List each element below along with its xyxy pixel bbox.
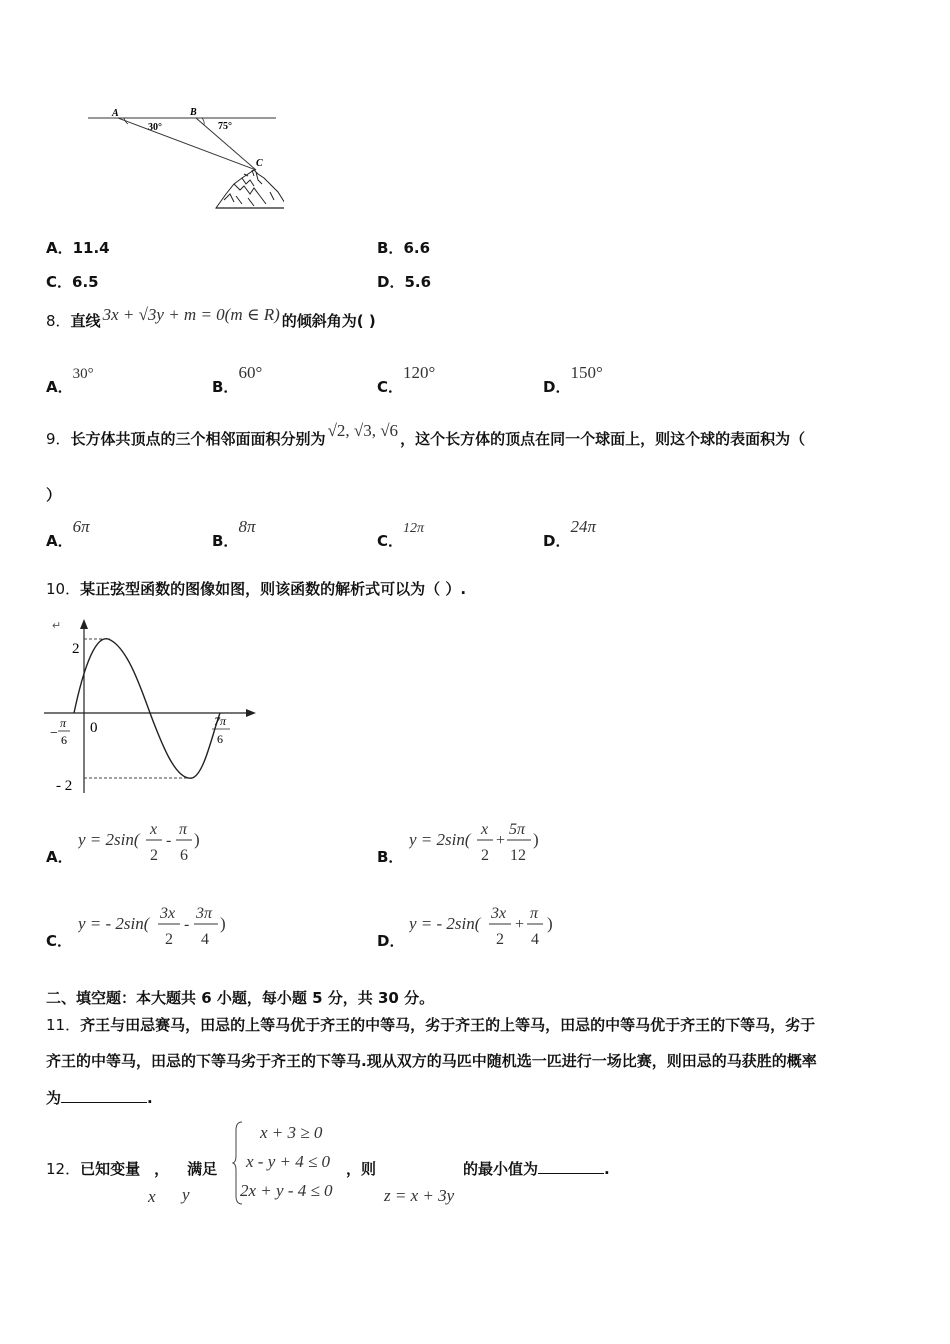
x-right-num: 7π (214, 714, 227, 728)
y-top-label: 2 (72, 641, 80, 657)
option-letter: C． (46, 273, 73, 291)
rhs: ) (194, 830, 200, 849)
option-letter: D． (377, 273, 405, 291)
option-letter: A． (46, 532, 73, 550)
label-a: A (112, 108, 119, 119)
rhs: ) (220, 914, 226, 933)
option-letter: B． (377, 848, 404, 866)
q12-t4: ，则 (346, 1160, 377, 1178)
option-value: 120° (403, 363, 436, 382)
q8-option-d (543, 362, 603, 396)
q8-option-c (377, 362, 436, 396)
option-letter: D． (543, 378, 571, 396)
q11-line3 (46, 1087, 153, 1108)
rhs: ) (533, 830, 539, 849)
q7-option-b (377, 237, 430, 258)
f2n: 3π (196, 905, 213, 922)
angle-a: 30° (148, 122, 162, 133)
option-value: 30° (72, 366, 94, 382)
option-value: 60° (238, 363, 263, 382)
op: - (166, 832, 172, 849)
x-left-den: 6 (61, 733, 67, 747)
lhs: y = 2sin( (409, 830, 471, 849)
q11-answer-blank[interactable] (61, 1088, 147, 1103)
option-letter: D． (543, 532, 571, 550)
return-mark: ↵ (52, 620, 62, 632)
formula-d (409, 902, 579, 950)
q10-stem (46, 578, 466, 599)
q8-text-before: 直线 (70, 312, 101, 330)
q12-t2: ， (154, 1160, 170, 1178)
q12-var-y: y (182, 1185, 190, 1204)
q9-formula: √2, √3, √6 (327, 421, 399, 440)
option-letter: C． (377, 532, 404, 550)
lhs: y = 2sin( (78, 830, 140, 849)
q8-formula: 3x + √3y + m = 0(m ∈ R) (102, 305, 280, 324)
f1d: 2 (150, 847, 158, 864)
sine-graph (44, 615, 260, 795)
option-letter: B． (212, 532, 239, 550)
formula-a (78, 818, 228, 866)
q12-num: 12． (46, 1160, 81, 1178)
option-letter: B． (212, 378, 239, 396)
f1d: 2 (481, 847, 489, 864)
f2d: 12 (510, 847, 526, 864)
f1n: x (150, 821, 158, 838)
option-value: 6.5 (72, 273, 99, 291)
q9-close: ） (46, 486, 62, 504)
y-bottom-label: - 2 (56, 778, 73, 794)
q11-end: . (147, 1089, 153, 1107)
q9-option-b (212, 516, 256, 550)
label-c: C (256, 158, 263, 169)
q10-text: 某正弦型函数的图像如图，则该函数的解析式可以为（ ）. (80, 580, 467, 598)
option-letter: A． (46, 378, 73, 396)
option-value: 8π (238, 517, 256, 536)
q8-option-a (46, 362, 94, 396)
op: + (515, 916, 525, 933)
option-value: 12π (403, 521, 425, 536)
q12-constraint-1: x + 3 ≥ 0 (260, 1123, 323, 1142)
f1n: 3x (491, 905, 507, 922)
q7-option-a (46, 237, 110, 258)
x-left-sign: − (50, 726, 58, 741)
option-letter: A． (46, 848, 73, 866)
q12-end: . (604, 1160, 610, 1178)
f1n: 3x (160, 905, 176, 922)
q9-stem (46, 421, 806, 449)
lhs: y = - 2sin( (78, 914, 150, 933)
lhs: y = - 2sin( (409, 914, 481, 933)
option-value: 6π (72, 517, 90, 536)
formula-c (78, 902, 248, 950)
option-value: 150° (570, 363, 603, 382)
origin-label: 0 (90, 720, 98, 736)
option-letter: B． (377, 239, 404, 257)
q9-option-a (46, 516, 90, 550)
q9-num: 9． (46, 430, 71, 448)
section-2-title: 二、填空题：本大题共 6 小题，每小题 5 分，共 30 分。 (46, 989, 435, 1007)
option-letter: C． (377, 378, 404, 396)
q12-t3: 满足 (187, 1160, 218, 1178)
f1d: 2 (165, 931, 173, 948)
q11-line1 (46, 1014, 815, 1035)
q12-constraint-3: 2x + y - 4 ≤ 0 (240, 1181, 333, 1200)
option-letter: C． (46, 932, 73, 950)
q12-stem (46, 1158, 217, 1179)
f1d: 2 (496, 931, 504, 948)
rhs: ) (547, 914, 553, 933)
mountain-drawing (216, 170, 284, 208)
f2d: 6 (180, 847, 188, 864)
q11-line2: 齐王的中等马，田忌的下等马劣于齐王的下等马.现从双方的马匹中随机选一匹进行一场比赛，则田忌的马获胜的概率 (46, 1052, 817, 1070)
option-letter: D． (377, 932, 405, 950)
q12-answer-blank[interactable] (538, 1159, 604, 1174)
option-value: 6.6 (403, 239, 431, 257)
x-left-num: π (60, 716, 67, 730)
f1n: x (481, 821, 489, 838)
f2n: 5π (509, 821, 526, 838)
q12-t1: 已知变量 (80, 1160, 141, 1178)
sine-curve (74, 639, 220, 778)
label-b: B (190, 107, 197, 118)
f2n: π (179, 821, 188, 838)
q9-text-after: ，这个长方体的顶点在同一个球面上，则这个球的表面积为（ (400, 430, 806, 448)
q10-num: 10． (46, 580, 81, 598)
option-value: 24π (570, 517, 596, 536)
q7-option-d (377, 271, 431, 292)
q8-num: 8． (46, 312, 71, 330)
formula-b (409, 818, 569, 866)
angle-b: 75° (218, 121, 232, 132)
mountain-figure (84, 104, 284, 212)
option-letter: A． (46, 239, 73, 257)
q8-option-b (212, 362, 263, 396)
x-right-den: 6 (217, 732, 223, 746)
op: + (496, 832, 506, 849)
q12-t5: 的最小值为 (463, 1160, 539, 1178)
q11-text-3: 为 (46, 1089, 62, 1107)
f2d: 4 (201, 931, 209, 948)
q12-tail (463, 1158, 610, 1179)
q11-num: 11． (46, 1016, 81, 1034)
op: - (184, 916, 190, 933)
f2n: π (530, 905, 539, 922)
q12-constraint-2: x - y + 4 ≤ 0 (246, 1152, 331, 1171)
q9-text-before: 长方体共顶点的三个相邻面面积分别为 (70, 430, 326, 448)
q9-option-d (543, 516, 596, 550)
option-value: 11.4 (72, 239, 110, 257)
q9-option-c (377, 516, 425, 550)
f2d: 4 (531, 931, 539, 948)
q12-var-x: x (148, 1187, 156, 1206)
q8-text-after: 的倾斜角为( ) (281, 312, 376, 330)
q7-option-c (46, 271, 99, 292)
q8-stem (46, 305, 376, 331)
q12-z: z = x + 3y (384, 1186, 455, 1205)
option-value: 5.6 (404, 273, 432, 291)
q11-text-1: 齐王与田忌赛马，田忌的上等马优于齐王的中等马，劣于齐王的上等马，田忌的中等马优于齐王的下等马，劣于 (80, 1016, 816, 1034)
